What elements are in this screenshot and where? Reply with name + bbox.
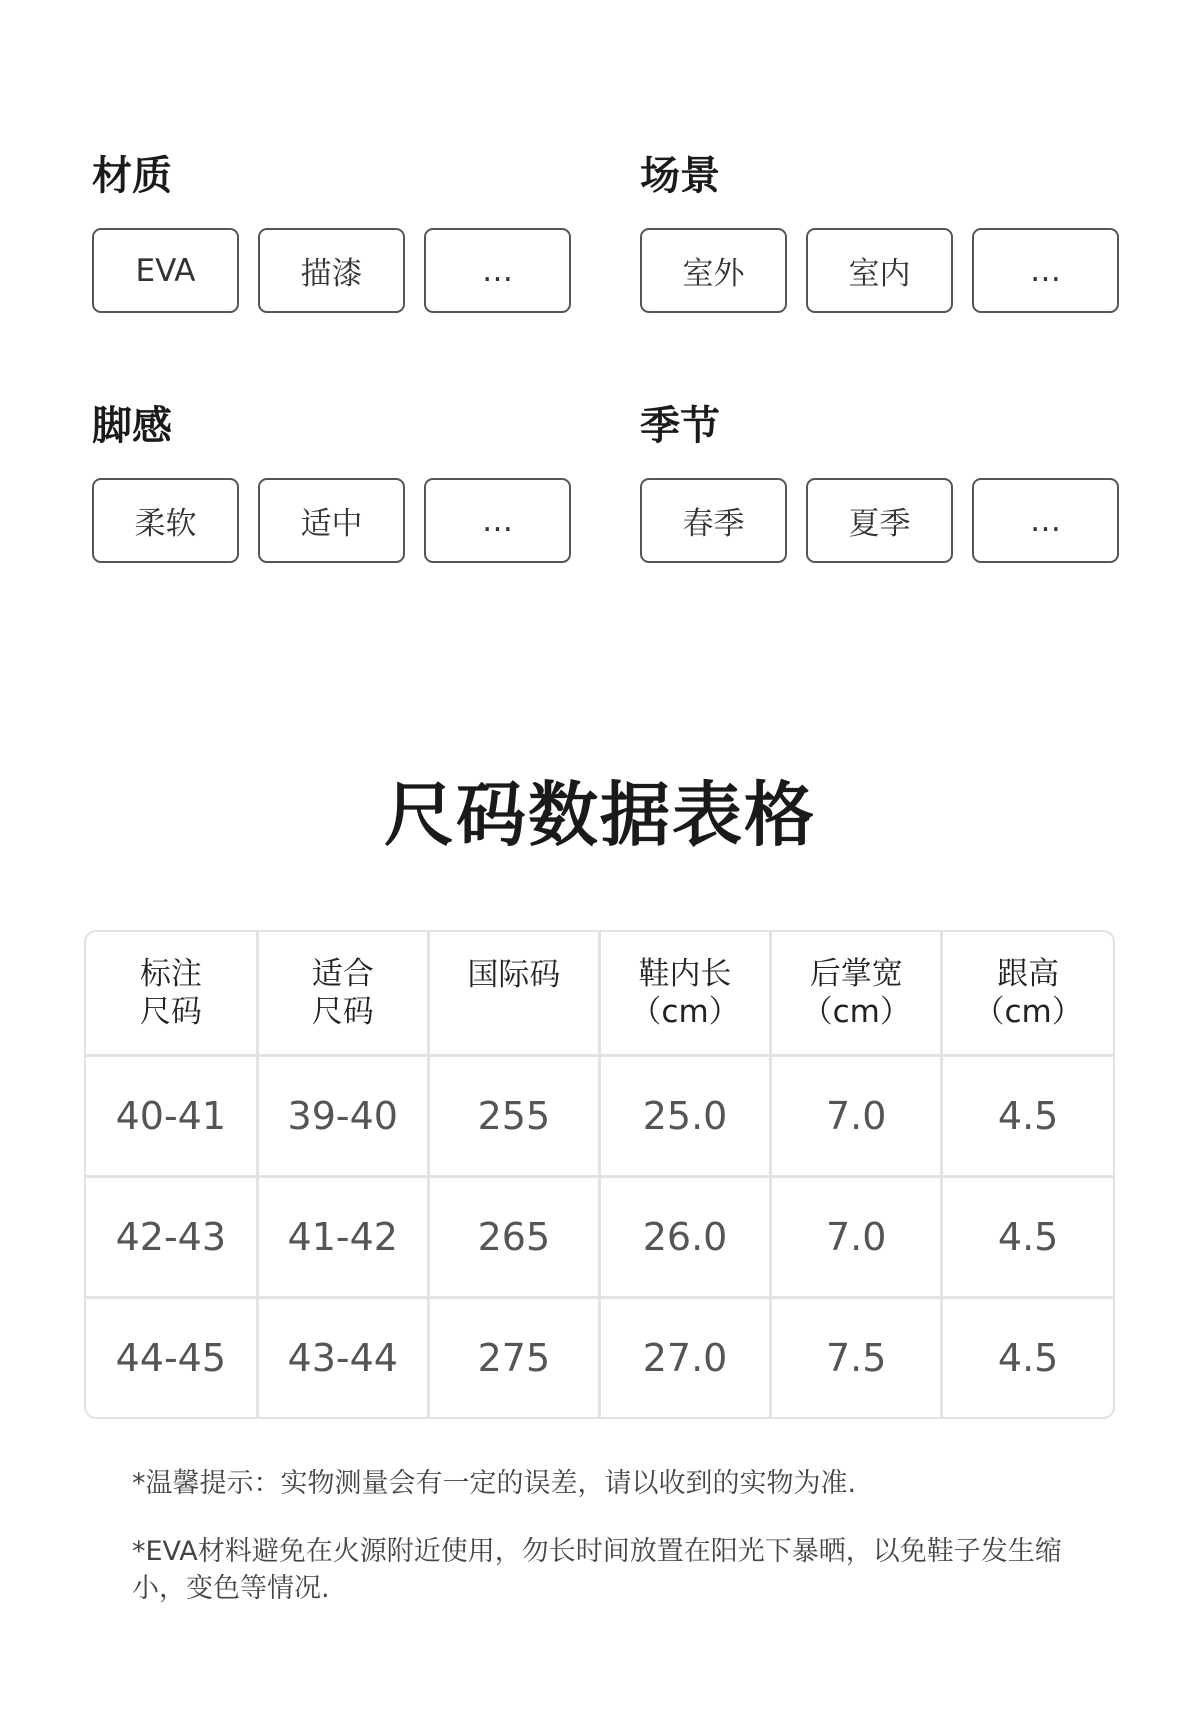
table-cell: 4.5 xyxy=(997,1336,1059,1380)
column-header-line: （cm） xyxy=(973,994,1083,1030)
feel-option-more[interactable]: … xyxy=(424,478,571,563)
column-header-line: 后掌宽 xyxy=(809,956,903,992)
table-cell: 7.5 xyxy=(771,1298,942,1418)
table-cell: 43-44 xyxy=(257,1298,428,1418)
material-option-more[interactable]: … xyxy=(424,228,571,313)
season-options xyxy=(640,478,1119,563)
table-cell: 255 xyxy=(428,1056,599,1177)
column-header-line: 尺码 xyxy=(139,994,202,1030)
feel-option-medium[interactable]: 适中 xyxy=(258,478,405,563)
size-table xyxy=(86,932,1113,1417)
material-options xyxy=(92,228,571,313)
table-cell: 4.5 xyxy=(942,1177,1113,1298)
scene-option-more[interactable]: … xyxy=(972,228,1119,313)
column-header-line: （cm） xyxy=(630,994,740,1030)
table-row xyxy=(86,1177,1113,1298)
column-header-fit-size xyxy=(257,932,428,1056)
size-table-header-row xyxy=(86,932,1113,1056)
table-row xyxy=(86,1298,1113,1418)
column-header-line: （cm） xyxy=(801,994,911,1030)
table-cell: 4.5 xyxy=(942,1056,1113,1177)
season-title: 季节 xyxy=(640,403,720,449)
table-row xyxy=(86,1056,1113,1177)
column-header-line: 标注 xyxy=(139,956,202,992)
feel-title: 脚感 xyxy=(92,403,172,449)
column-header-labeled-size xyxy=(86,932,257,1056)
table-cell: 40-41 xyxy=(86,1056,257,1177)
column-header-line: 适合 xyxy=(311,956,374,992)
table-cell: 27.0 xyxy=(599,1298,770,1418)
column-header-international-size xyxy=(428,932,599,1056)
table-cell: 41-42 xyxy=(257,1177,428,1298)
note-measurement-tip: *温馨提示：实物测量会有一定的误差，请以收到的实物为准. xyxy=(132,1468,857,1499)
table-cell: 39-40 xyxy=(257,1056,428,1177)
note-eva-care: *EVA材料避免在火源附近使用，勿长时间放置在阳光下暴晒，以免鞋子发生缩小，变色等情况. xyxy=(132,1536,1062,1604)
material-group xyxy=(92,152,572,292)
column-header-heel-width xyxy=(771,932,942,1056)
column-header-line: 尺码 xyxy=(311,994,374,1030)
table-cell: 44-45 xyxy=(86,1298,257,1418)
table-cell: 26.0 xyxy=(599,1177,770,1298)
material-option-lacquer[interactable]: 描漆 xyxy=(258,228,405,313)
scene-option-indoor[interactable]: 室内 xyxy=(806,228,953,313)
scene-title: 场景 xyxy=(640,153,720,199)
feel-option-soft[interactable]: 柔软 xyxy=(92,478,239,563)
feel-options xyxy=(92,478,571,563)
size-table-container xyxy=(84,930,1115,1419)
season-option-spring[interactable]: 春季 xyxy=(640,478,787,563)
table-cell: 42-43 xyxy=(86,1177,257,1298)
column-header-line: 国际码 xyxy=(467,957,561,993)
column-header-line: 跟高 xyxy=(997,956,1060,992)
size-table-heading: 尺码数据表格 xyxy=(384,774,816,856)
material-option-eva[interactable]: EVA xyxy=(92,228,239,313)
season-option-more[interactable]: … xyxy=(972,478,1119,563)
scene-options xyxy=(640,228,1119,313)
table-cell: 25.0 xyxy=(599,1056,770,1177)
season-group xyxy=(640,402,1120,542)
scene-option-outdoor[interactable]: 室外 xyxy=(640,228,787,313)
column-header-heel-height xyxy=(942,932,1113,1056)
season-option-summer[interactable]: 夏季 xyxy=(806,478,953,563)
table-cell: 7.0 xyxy=(771,1056,942,1177)
table-cell: 7.0 xyxy=(771,1177,942,1298)
table-cell: 275 xyxy=(428,1298,599,1418)
notes xyxy=(132,1465,1092,1638)
scene-group xyxy=(640,152,1120,292)
material-title: 材质 xyxy=(92,153,172,199)
table-cell: 265 xyxy=(428,1177,599,1298)
feel-group xyxy=(92,402,572,542)
column-header-line: 鞋内长 xyxy=(638,956,732,992)
column-header-insole-length xyxy=(599,932,770,1056)
